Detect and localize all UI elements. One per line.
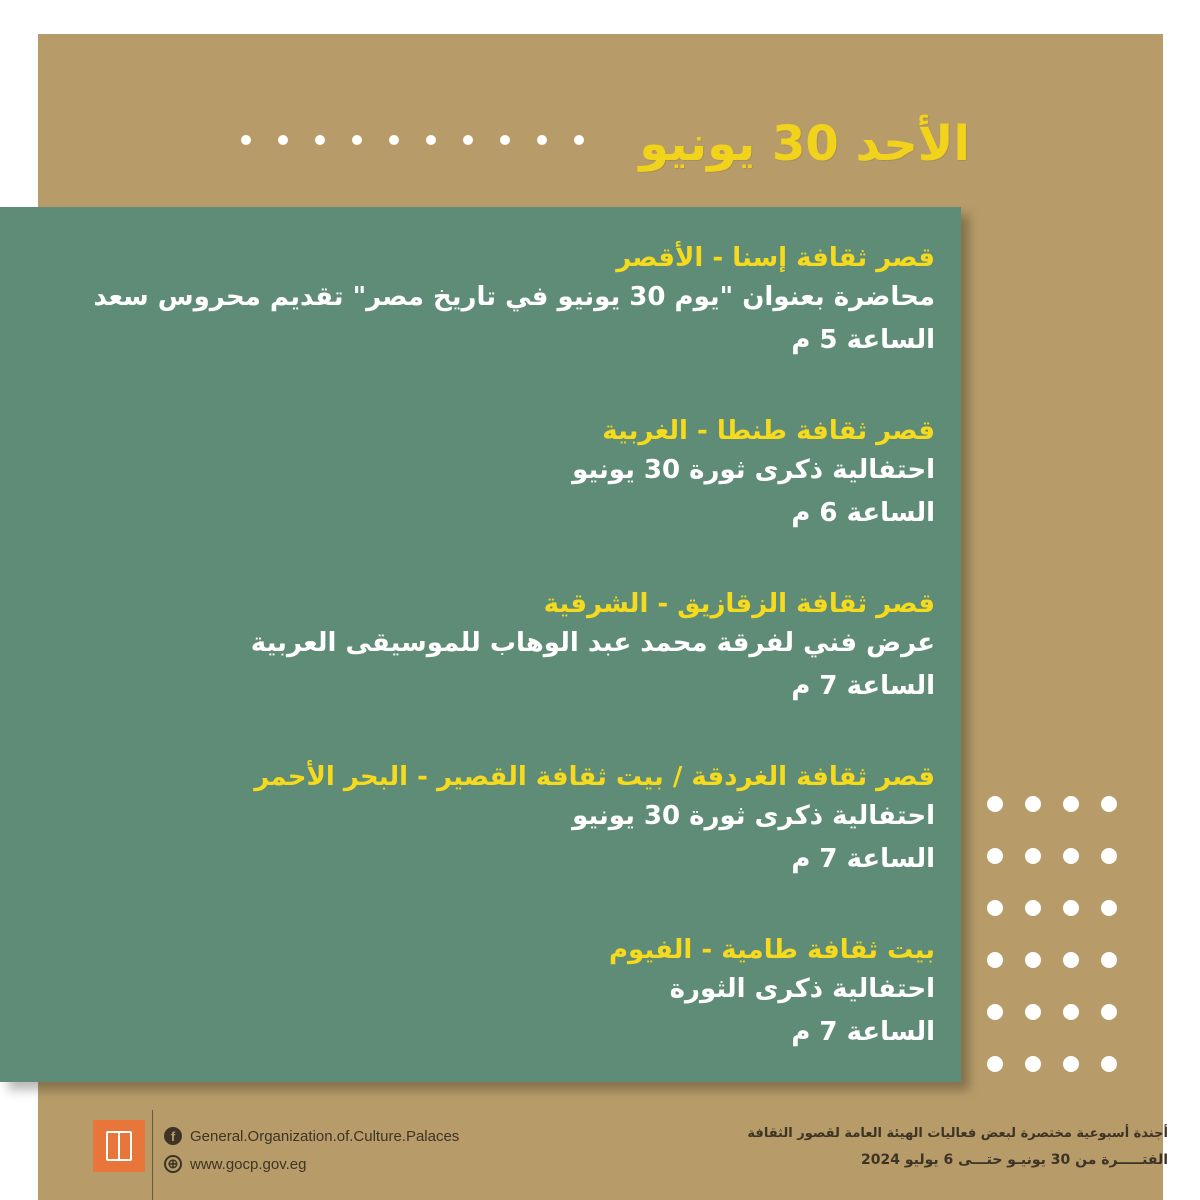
decorative-dot [241, 135, 251, 145]
event-description: احتفالية ذكرى ثورة 30 يونيو [572, 455, 935, 485]
decorative-dot [987, 900, 1003, 916]
event-venue: قصر ثقافة الغردقة / بيت ثقافة القصير - البحر الأحمر [254, 762, 935, 792]
event-time: الساعة 6 م [791, 498, 935, 528]
event-time: الساعة 7 م [791, 844, 935, 874]
decorative-dot [1063, 848, 1079, 864]
decorative-dot [1025, 1056, 1041, 1072]
event-item [115, 759, 935, 932]
website-link[interactable] [164, 1152, 459, 1176]
decorative-dot [389, 135, 399, 145]
event-description: عرض فني لفرقة محمد عبد الوهاب للموسيقى العربية [250, 628, 935, 658]
event-item [93, 240, 935, 413]
website-url: www.gocp.gov.eg [190, 1155, 307, 1173]
event-description: احتفالية ذكرى الثورة [669, 974, 935, 1004]
decorative-dot [987, 1004, 1003, 1020]
decorative-dot [574, 135, 584, 145]
globe-icon: ⊕ [164, 1155, 182, 1173]
decorative-dot [1063, 1004, 1079, 1020]
decorative-dot [1101, 1056, 1117, 1072]
decorative-dot [1025, 848, 1041, 864]
decorative-dot [987, 796, 1003, 812]
decorative-dot [987, 952, 1003, 968]
event-description: محاضرة بعنوان "يوم 30 يونيو في تاريخ مصر" تقديم محروس سعد [93, 282, 935, 312]
decorative-dot [1063, 1056, 1079, 1072]
decorative-dot [1101, 952, 1117, 968]
event-time: الساعة 5 م [791, 325, 935, 355]
agenda-title: أجندة أسبوعية مختصرة لبعض فعاليات الهيئة العامة لقصور الثقافة [747, 1126, 1168, 1141]
events-list [93, 240, 935, 1105]
decorative-dot [1101, 900, 1117, 916]
decorative-dot [463, 135, 473, 145]
decorative-dot [500, 135, 510, 145]
decorative-dot [1063, 952, 1079, 968]
logo-building-icon [106, 1131, 132, 1161]
facebook-link[interactable] [164, 1124, 459, 1148]
decorative-dot [1025, 1004, 1041, 1020]
event-venue: بيت ثقافة طامية - الفيوم [608, 935, 935, 965]
social-links [164, 1124, 459, 1180]
decorative-dot [1101, 848, 1117, 864]
decorative-dot [1063, 796, 1079, 812]
event-venue: قصر ثقافة إسنا - الأقصر [616, 243, 935, 273]
decorative-dot [1025, 952, 1041, 968]
event-item [115, 932, 935, 1105]
decorative-dot [426, 135, 436, 145]
decorative-dot [987, 1056, 1003, 1072]
decorative-dot [1025, 796, 1041, 812]
event-item [115, 413, 935, 586]
decorative-dot [1063, 900, 1079, 916]
decorative-dot [352, 135, 362, 145]
page-title: الأحد 30 يونيو [639, 116, 970, 172]
footer-divider [152, 1110, 153, 1200]
event-venue: قصر ثقافة طنطا - الغربية [602, 416, 935, 446]
event-time: الساعة 7 م [791, 1017, 935, 1047]
decorative-dot [1025, 900, 1041, 916]
facebook-handle: General.Organization.of.Culture.Palaces [190, 1127, 460, 1145]
event-item [115, 586, 935, 759]
event-venue: قصر ثقافة الزقازيق - الشرقية [543, 589, 935, 619]
decorative-dot [278, 135, 288, 145]
decorative-dot [537, 135, 547, 145]
decorative-dot [1101, 1004, 1117, 1020]
organization-logo [93, 1120, 145, 1172]
decorative-dot [1101, 796, 1117, 812]
agenda-info [748, 1122, 1168, 1174]
decorative-dot [315, 135, 325, 145]
event-description: احتفالية ذكرى ثورة 30 يونيو [572, 801, 935, 831]
decorative-dot [987, 848, 1003, 864]
facebook-icon: f [164, 1127, 182, 1145]
event-time: الساعة 7 م [791, 671, 935, 701]
agenda-period: الفتـــــرة من 30 يونيـو حتـــى 6 يوليو 2024 [860, 1152, 1168, 1168]
